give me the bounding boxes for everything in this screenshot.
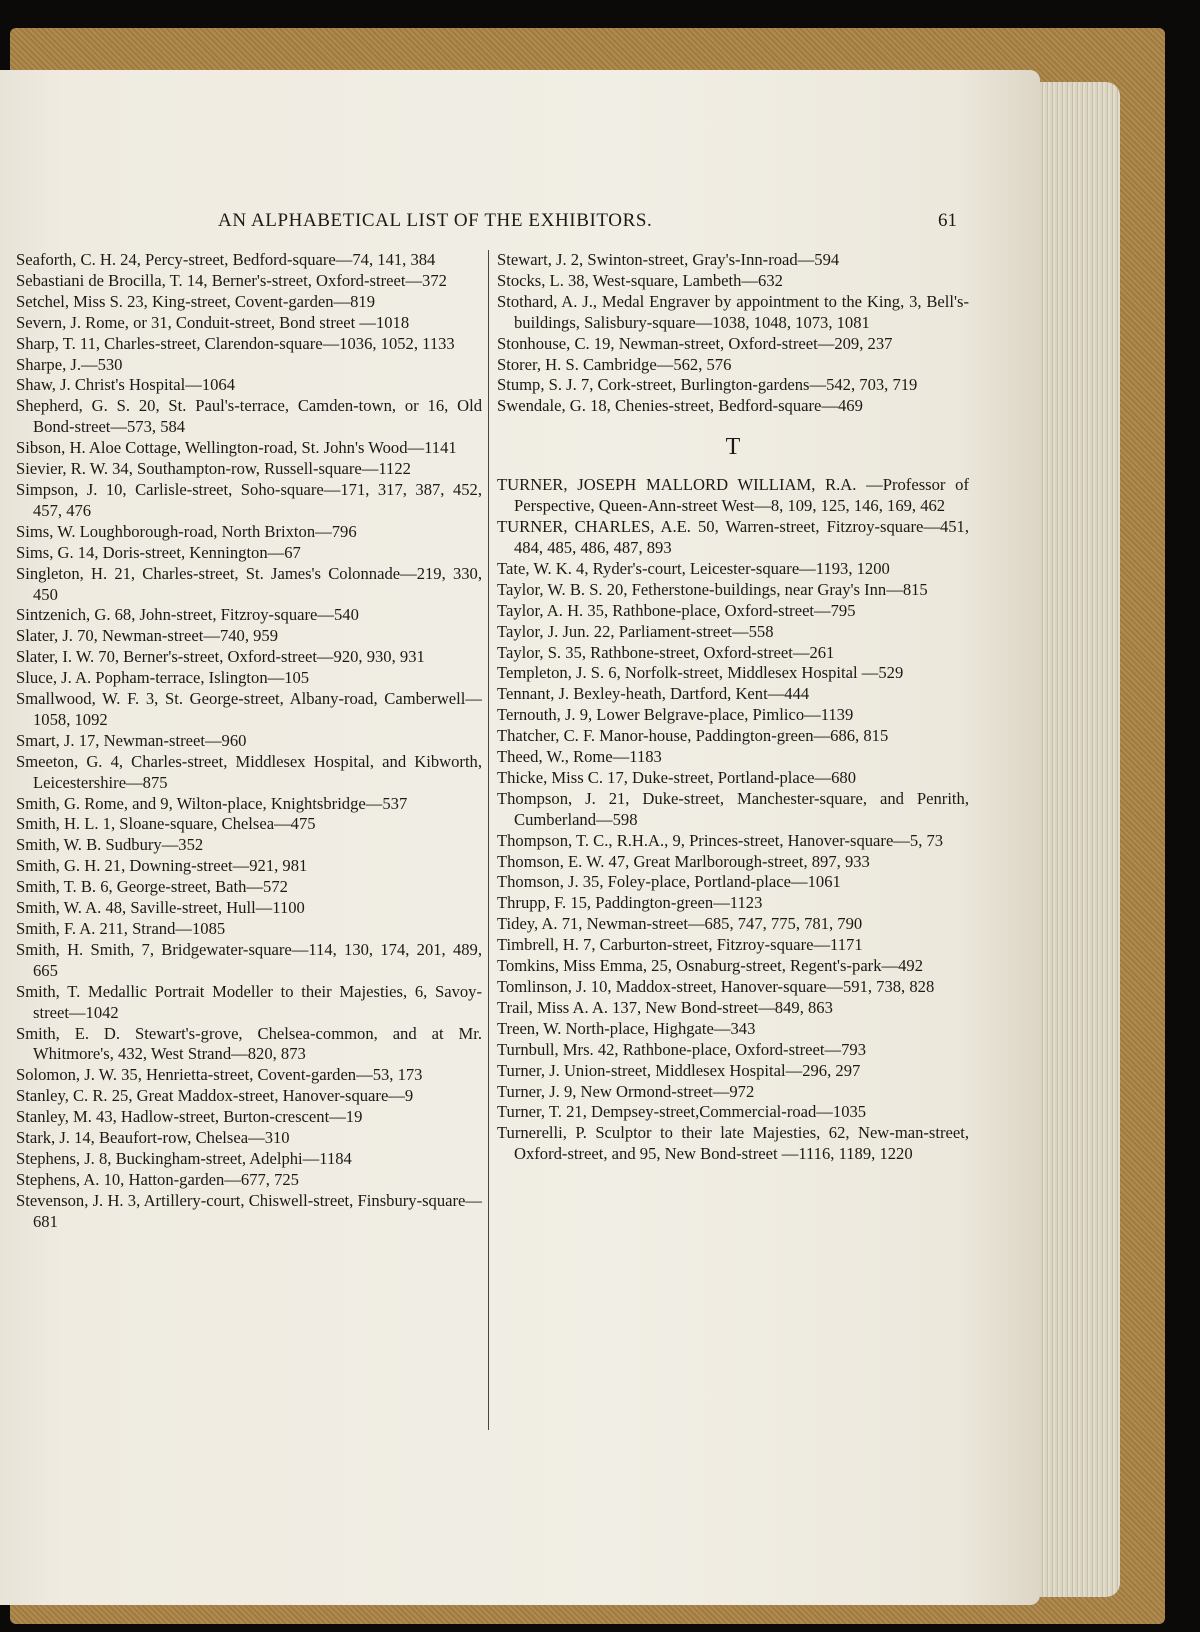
exhibitor-entry: Solomon, J. W. 35, Henrietta-street, Covent-garden—53, 173 — [16, 1065, 423, 1085]
exhibitor-entry: Stark, J. 14, Beaufort-row, Chelsea—310 — [16, 1128, 290, 1148]
right-entries-t — [497, 475, 969, 1165]
exhibitor-entry: TURNER, JOSEPH MALLORD WILLIAM, R.A. —Professor of Perspective, Queen-Ann-street West—8, 109, 125, 146, 169, 462 — [497, 475, 969, 516]
exhibitor-entry: Ternouth, J. 9, Lower Belgrave-place, Pimlico—1139 — [497, 705, 854, 725]
exhibitor-entry: Turner, J. 9, New Ormond-street—972 — [497, 1081, 755, 1101]
exhibitor-entry: Stonhouse, C. 19, Newman-street, Oxford-street—209, 237 — [497, 333, 893, 353]
exhibitor-entry: Stothard, A. J., Medal Engraver by appointment to the King, 3, Bell's-buildings, Salisbury-square—1038, 1048, 1073, 1081 — [497, 291, 969, 332]
exhibitor-entry: Timbrell, H. 7, Carburton-street, Fitzroy-square—1171 — [497, 935, 863, 955]
exhibitor-entry: Stephens, A. 10, Hatton-garden—677, 725 — [16, 1169, 299, 1189]
exhibitor-entry: Smith, H. Smith, 7, Bridgewater-square—114, 130, 174, 201, 489, 665 — [16, 939, 482, 980]
exhibitor-entry: Smart, J. 17, Newman-street—960 — [16, 730, 247, 750]
exhibitor-entry: Stanley, C. R. 25, Great Maddox-street, Hanover-square—9 — [16, 1086, 414, 1106]
exhibitor-entry: Turner, T. 21, Dempsey-street,Commercial-road—1035 — [497, 1102, 867, 1122]
exhibitor-entry: Stewart, J. 2, Swinton-street, Gray's-Inn-road—594 — [497, 250, 840, 269]
exhibitor-entry: Sebastiani de Brocilla, T. 14, Berner's-street, Oxford-street—372 — [16, 270, 447, 290]
exhibitor-entry: Taylor, S. 35, Rathbone-street, Oxford-street—261 — [497, 642, 835, 662]
section-letter-t: T — [725, 434, 741, 461]
exhibitor-entry: Smith, T. Medallic Portrait Modeller to their Majesties, 6, Savoy-street—1042 — [16, 981, 482, 1022]
exhibitor-entry: Turnbull, Mrs. 42, Rathbone-place, Oxford-street—793 — [497, 1039, 867, 1059]
exhibitor-entry: Thrupp, F. 15, Paddington-green—1123 — [497, 893, 763, 913]
page-edges — [1040, 82, 1120, 1597]
exhibitor-entry: Smith, F. A. 211, Strand—1085 — [16, 919, 226, 938]
exhibitor-entry: Smith, W. A. 48, Saville-street, Hull—1100 — [16, 898, 305, 918]
exhibitor-entry: Thomson, J. 35, Foley-place, Portland-place—1061 — [497, 872, 841, 892]
exhibitor-entry: Stump, S. J. 7, Cork-street, Burlington-gardens—542, 703, 719 — [497, 375, 918, 395]
exhibitor-entry: Turner, J. Union-street, Middlesex Hospital—296, 297 — [497, 1060, 861, 1080]
exhibitor-entry: Taylor, A. H. 35, Rathbone-place, Oxford-street—795 — [497, 600, 856, 620]
exhibitor-entry: Taylor, J. Jun. 22, Parliament-street—558 — [497, 621, 774, 641]
exhibitor-entry: Smith, W. B. Sudbury—352 — [16, 835, 204, 855]
exhibitor-entry: Thompson, T. C., R.H.A., 9, Princes-street, Hanover-square—5, 73 — [497, 830, 944, 850]
exhibitor-entry: Stanley, M. 43, Hadlow-street, Burton-crescent—19 — [16, 1107, 363, 1127]
exhibitor-entry: Treen, W. North-place, Highgate—343 — [497, 1018, 756, 1038]
right-column — [497, 250, 969, 1165]
column-divider — [488, 250, 489, 1430]
exhibitor-entry: Tomlinson, J. 10, Maddox-street, Hanover-square—591, 738, 828 — [497, 977, 935, 996]
page-header — [0, 210, 1000, 236]
exhibitor-entry: Tidey, A. 71, Newman-street—685, 747, 775, 781, 790 — [497, 914, 863, 934]
exhibitor-entry: Trail, Miss A. A. 137, New Bond-street—849, 863 — [497, 997, 833, 1017]
exhibitor-entry: Smith, G. Rome, and 9, Wilton-place, Knightsbridge—537 — [16, 793, 408, 813]
exhibitor-entry: Sims, W. Loughborough-road, North Brixton—796 — [16, 521, 357, 541]
exhibitor-entry: Sharpe, J.—530 — [16, 354, 123, 374]
exhibitor-entry: Severn, J. Rome, or 31, Conduit-street, Bond street —1018 — [16, 312, 410, 332]
exhibitor-entry: Thatcher, C. F. Manor-house, Paddington-green—686, 815 — [497, 726, 889, 746]
exhibitor-entry: Thompson, J. 21, Duke-street, Manchester-square, and Penrith, Cumberland—598 — [497, 788, 969, 829]
exhibitor-entry: Sims, G. 14, Doris-street, Kennington—67 — [16, 542, 301, 562]
exhibitor-entry: Slater, I. W. 70, Berner's-street, Oxford-street—920, 930, 931 — [16, 647, 425, 667]
exhibitor-entry: Seaforth, C. H. 24, Percy-street, Bedford-square—74, 141, 384 — [16, 250, 436, 269]
exhibitor-entry: Swendale, G. 18, Chenies-street, Bedford-square—469 — [497, 396, 863, 416]
exhibitor-entry: Smeeton, G. 4, Charles-street, Middlesex Hospital, and Kibworth, Leicestershire—875 — [16, 751, 482, 792]
exhibitor-entry: Thicke, Miss C. 17, Duke-street, Portland-place—680 — [497, 767, 856, 787]
exhibitor-entry: Stocks, L. 38, West-square, Lambeth—632 — [497, 270, 783, 290]
exhibitor-entry: Shepherd, G. S. 20, St. Paul's-terrace, Camden-town, or 16, Old Bond-street—573, 584 — [16, 396, 482, 437]
exhibitor-entry: Thomson, E. W. 47, Great Marlborough-street, 897, 933 — [497, 851, 870, 871]
exhibitor-entry: Storer, H. S. Cambridge—562, 576 — [497, 354, 732, 374]
exhibitor-entry: Sharp, T. 11, Charles-street, Clarendon-square—1036, 1052, 1133 — [16, 333, 455, 353]
exhibitor-entry: TURNER, CHARLES, A.E. 50, Warren-street, Fitzroy-square—451, 484, 485, 486, 487, 893 — [497, 517, 969, 557]
exhibitor-entry: Turnerelli, P. Sculptor to their late Majesties, 62, New-man-street, Oxford-street, and 95, New Bond-street —1116, 1189, 1220 — [497, 1123, 969, 1164]
exhibitor-entry: Taylor, W. B. S. 20, Fetherstone-buildings, near Gray's Inn—815 — [497, 579, 928, 599]
exhibitor-entry: Tennant, J. Bexley-heath, Dartford, Kent—444 — [497, 684, 810, 704]
right-entries-s — [497, 250, 969, 417]
exhibitor-entry: Sibson, H. Aloe Cottage, Wellington-road, St. John's Wood—1141 — [16, 438, 457, 458]
left-column — [16, 250, 482, 1233]
exhibitor-entry: Smallwood, W. F. 3, St. George-street, Albany-road, Camberwell—1058, 1092 — [16, 689, 482, 729]
exhibitor-entry: Simpson, J. 10, Carlisle-street, Soho-square—171, 317, 387, 452, 457, 476 — [16, 479, 482, 520]
exhibitor-entry: Shaw, J. Christ's Hospital—1064 — [16, 375, 236, 395]
exhibitor-entry: Templeton, J. S. 6, Norfolk-street, Middlesex Hospital —529 — [497, 663, 904, 683]
exhibitor-entry: Slater, J. 70, Newman-street—740, 959 — [16, 626, 279, 646]
exhibitor-entry: Tomkins, Miss Emma, 25, Osnaburg-street, Regent's-park—492 — [497, 956, 923, 976]
exhibitor-entry: Sintzenich, G. 68, John-street, Fitzroy-square—540 — [16, 605, 359, 625]
exhibitor-entry: Setchel, Miss S. 23, King-street, Covent-garden—819 — [16, 291, 376, 311]
exhibitor-entry: Sluce, J. A. Popham-terrace, Islington—105 — [16, 668, 310, 688]
exhibitor-entry: Tate, W. K. 4, Ryder's-court, Leicester-square—1193, 1200 — [497, 558, 890, 578]
exhibitor-entry: Stephens, J. 8, Buckingham-street, Adelphi—1184 — [16, 1148, 352, 1168]
exhibitor-entry: Smith, G. H. 21, Downing-street—921, 981 — [16, 856, 308, 876]
exhibitor-entry: Smith, E. D. Stewart's-grove, Chelsea-common, and at Mr. Whitmore's, 432, West Strand—820, 873 — [16, 1023, 482, 1064]
exhibitor-entry: Smith, T. B. 6, George-street, Bath—572 — [16, 877, 288, 897]
running-title: AN ALPHABETICAL LIST OF THE EXHIBITORS. — [218, 210, 653, 231]
exhibitor-entry: Sievier, R. W. 34, Southampton-row, Russell-square—1122 — [16, 459, 411, 479]
page-number: 61 — [938, 210, 957, 231]
exhibitor-entry: Singleton, H. 21, Charles-street, St. James's Colonnade—219, 330, 450 — [16, 563, 482, 604]
exhibitor-entry: Stevenson, J. H. 3, Artillery-court, Chiswell-street, Finsbury-square—681 — [16, 1190, 482, 1231]
exhibitor-entry: Theed, W., Rome—1183 — [497, 747, 662, 767]
exhibitor-entry: Smith, H. L. 1, Sloane-square, Chelsea—475 — [16, 814, 316, 834]
